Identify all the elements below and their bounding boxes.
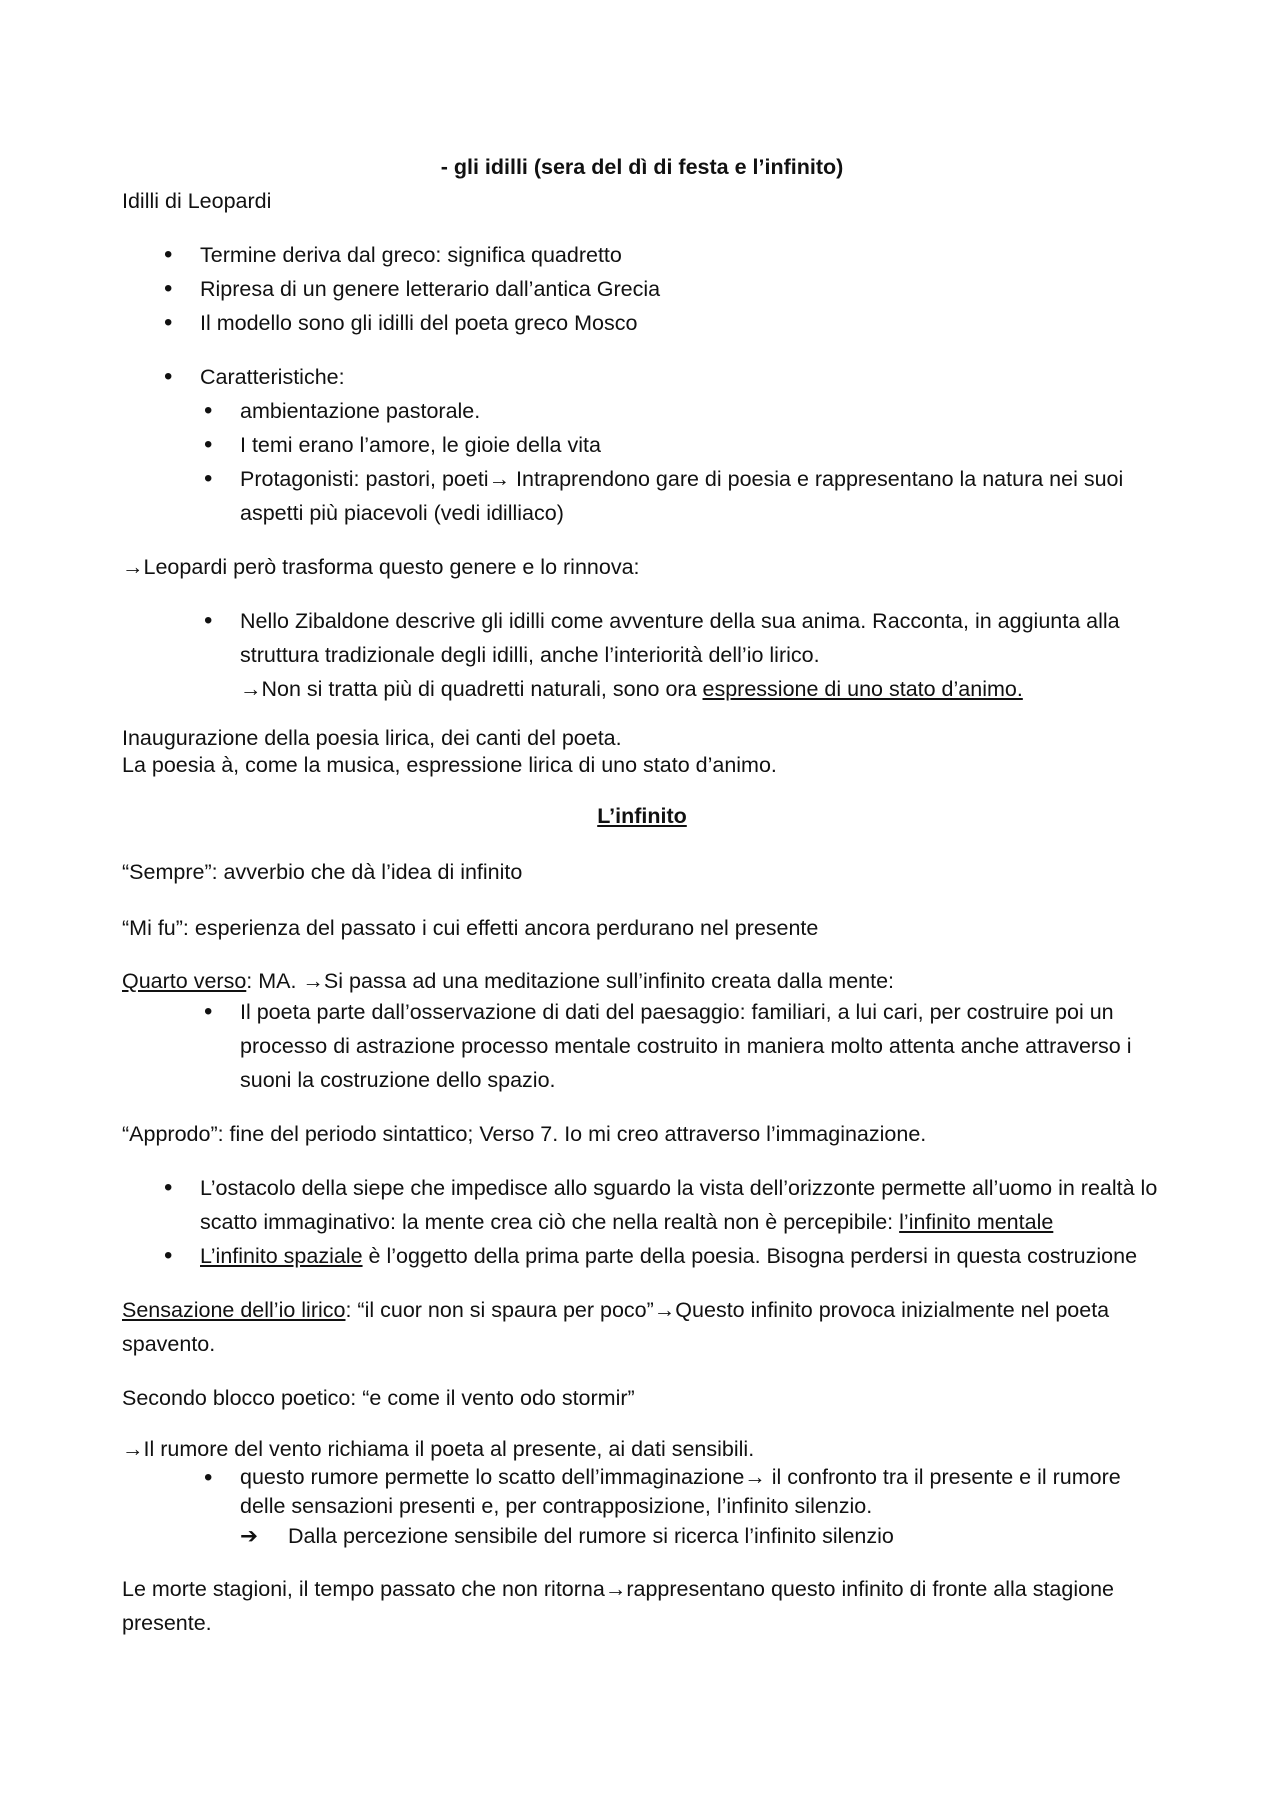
list-item bbox=[122, 604, 1162, 706]
leopardi-line: →Leopardi però trasforma questo genere e lo rinnova: bbox=[122, 555, 640, 579]
quarto-list bbox=[122, 995, 1162, 1097]
zibaldone-text: Nello Zibaldone descrive gli idilli come avventure della sua anima. Racconta, in aggiunta alla struttura tradizionale degli idilli, anche l’interiorità dell’io lirico. bbox=[240, 609, 1120, 667]
arrow-item bbox=[122, 1521, 1162, 1552]
list-item: • Il modello sono gli idilli del poeta greco Mosco bbox=[122, 306, 1162, 340]
ostacolo-underlined: l’infinito mentale bbox=[899, 1210, 1054, 1234]
sempre-line: “Sempre”: avverbio che dà l’idea di infinito bbox=[122, 860, 523, 884]
intro-list bbox=[122, 238, 1162, 340]
quarto-line bbox=[122, 967, 1162, 995]
sensazione-label: Sensazione dell’io lirico bbox=[122, 1298, 346, 1322]
list-item: • ambientazione pastorale. bbox=[122, 394, 1162, 428]
arrow-icon: ➔ bbox=[240, 1524, 259, 1548]
subtitle: Idilli di Leopardi bbox=[122, 189, 272, 213]
zibaldone-list bbox=[122, 604, 1162, 706]
list-item: • questo rumore permette lo scatto dell’immaginazione→ il confronto tra il presente e il rumore delle sensazioni presenti e, per contrapposizione, l’infinito silenzio. bbox=[122, 1463, 1162, 1521]
section-heading bbox=[122, 799, 1162, 833]
infinito-heading: L’infinito bbox=[597, 804, 687, 828]
list-item: • Termine deriva dal greco: significa quadretto bbox=[122, 238, 1162, 272]
ostacolo-text: L’ostacolo della siepe che impedisce allo sguardo la vista dell’orizzonte permette all’uomo in realtà lo scatto immaginativo: la mente crea ciò che nella realtà non è percepibile: bbox=[200, 1176, 1158, 1234]
rumore-list bbox=[122, 1463, 1162, 1521]
mifu-line: “Mi fu”: esperienza del passato i cui effetti ancora perdurano nel presente bbox=[122, 916, 819, 940]
characteristics-label: • Caratteristiche: bbox=[122, 360, 1162, 394]
morte-line: Le morte stagioni, il tempo passato che non ritorna→rappresentano questo infinito di fronte alla stagione presente. bbox=[122, 1577, 1114, 1635]
poesia-line: La poesia à, come la musica, espressione lirica di uno stato d’animo. bbox=[122, 753, 777, 777]
sensazione-line bbox=[122, 1293, 1162, 1361]
list-item: • Il poeta parte dall’osservazione di dati del paesaggio: familiari, a lui cari, per costruire poi un processo di astrazione processo mentale costruito in maniera molto attenta anche attraverso i suoni la costruzione dello spazio. bbox=[122, 995, 1162, 1097]
quarto-rest: : MA. →Si passa ad una meditazione sull’infinito creata dalla mente: bbox=[246, 969, 895, 993]
inaugurazione-line: Inaugurazione della poesia lirica, dei canti del poeta. bbox=[122, 726, 622, 750]
zibaldone-sub-underlined: espressione di uno stato d’animo. bbox=[702, 677, 1023, 701]
rumore-line: →Il rumore del vento richiama il poeta al presente, ai dati sensibili. bbox=[122, 1437, 755, 1461]
list-item: • Protagonisti: pastori, poeti→ Intraprendono gare di poesia e rappresentano la natura nei suoi aspetti più piacevoli (vedi idilliaco) bbox=[122, 462, 1162, 530]
zibaldone-sub: →Non si tratta più di quadretti naturali, sono ora bbox=[240, 677, 703, 701]
approdo-line: “Approdo”: fine del periodo sintattico; Verso 7. Io mi creo attraverso l’immaginazione. bbox=[122, 1122, 927, 1146]
arrow-text: Dalla percezione sensibile del rumore si ricerca l’infinito silenzio bbox=[288, 1524, 894, 1548]
spaziale-text: è l’oggetto della prima parte della poesia. Bisogna perdersi in questa costruzione bbox=[362, 1244, 1138, 1268]
spaziale-underlined: L’infinito spaziale bbox=[200, 1244, 363, 1268]
characteristics-list bbox=[122, 360, 1162, 530]
infinito-list bbox=[122, 1171, 1162, 1273]
list-item bbox=[122, 1239, 1162, 1273]
list-item: • Ripresa di un genere letterario dall’antica Grecia bbox=[122, 272, 1162, 306]
list-item bbox=[122, 1171, 1162, 1239]
sensazione-rest: : “il cuor non si spaura per poco”→Questo infinito provoca inizialmente nel poeta spavento. bbox=[122, 1298, 1110, 1356]
document-page bbox=[122, 150, 1162, 1640]
document-title: - gli idilli (sera del dì di festa e l’infinito) bbox=[440, 155, 844, 179]
quarto-label: Quarto verso bbox=[122, 969, 247, 993]
secondo-line: Secondo blocco poetico: “e come il vento odo stormir” bbox=[122, 1386, 635, 1410]
list-item: • I temi erano l’amore, le gioie della vita bbox=[122, 428, 1162, 462]
